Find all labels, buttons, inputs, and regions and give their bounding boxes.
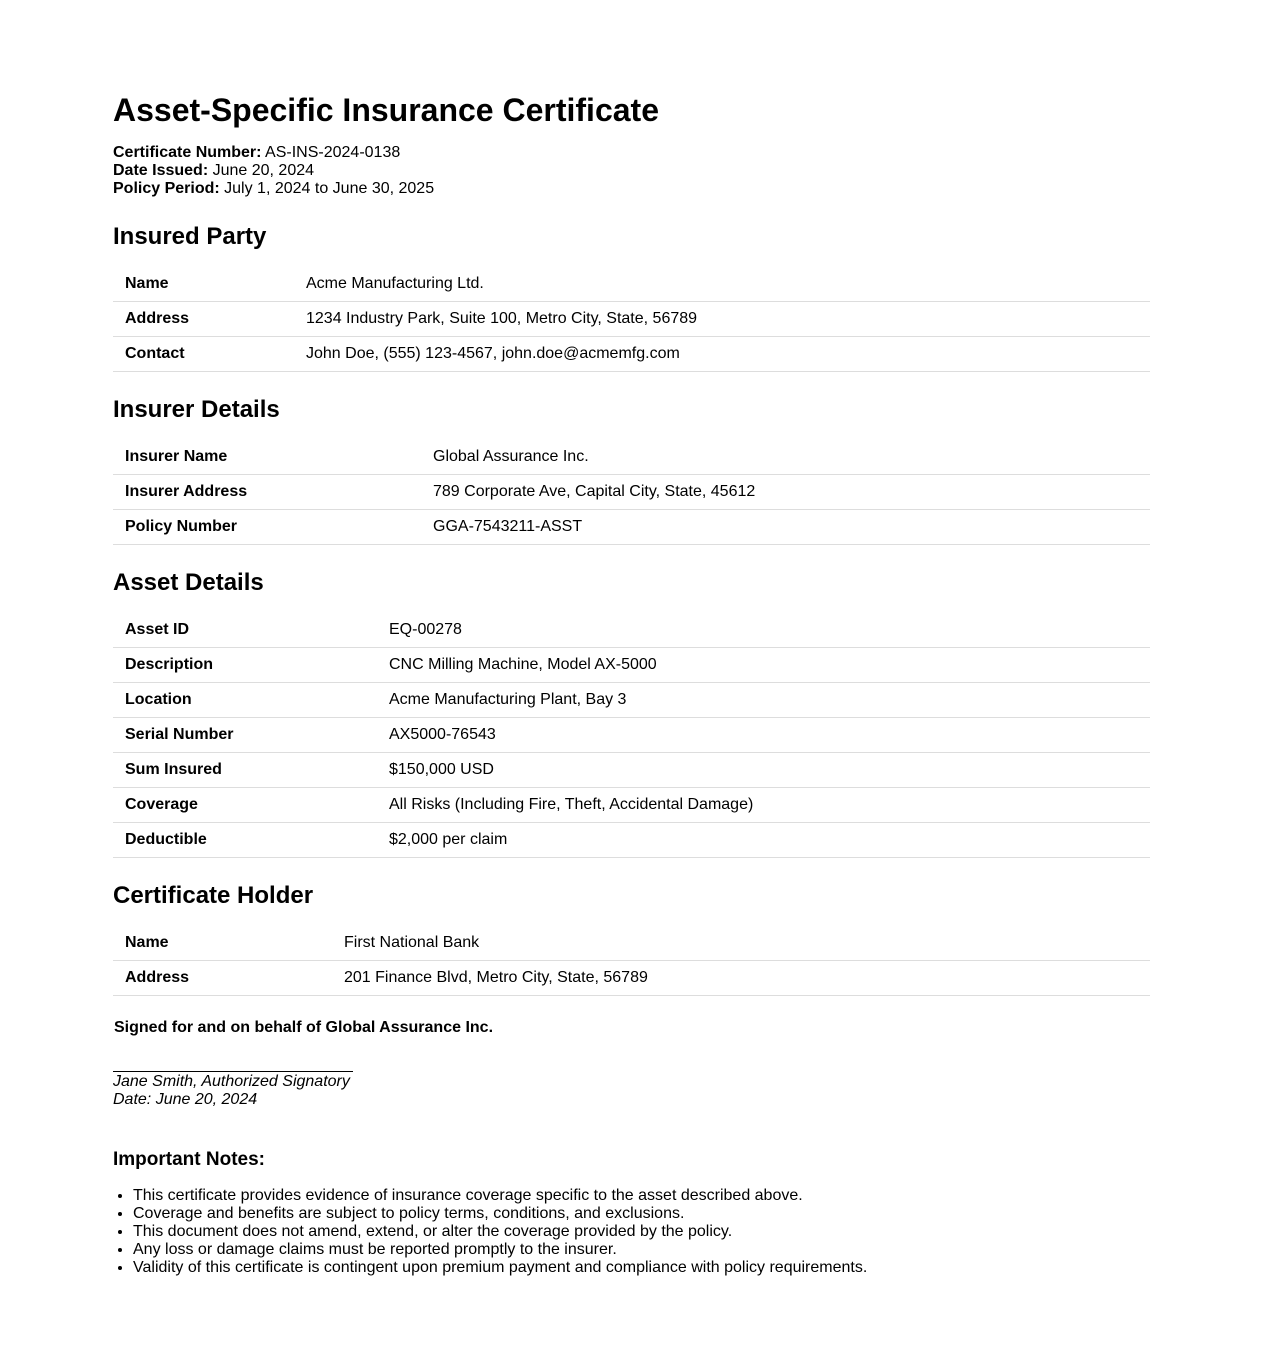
row-value: 789 Corporate Ave, Capital City, State, 45612 [421, 475, 1150, 510]
certificate-number-line [113, 144, 434, 162]
row-key: Asset ID [113, 613, 377, 648]
important-notes-list [113, 1187, 867, 1277]
row-key: Policy Number [113, 510, 421, 545]
list-item: • This certificate provides evidence of insurance coverage specific to the asset described above. [133, 1187, 867, 1205]
signed-on-behalf-text: Signed for and on behalf of Global Assurance Inc. [114, 1019, 494, 1036]
row-value: 201 Finance Blvd, Metro City, State, 56789 [332, 961, 1150, 996]
certificate-holder-heading: Certificate Holder [113, 882, 314, 909]
row-value: Acme Manufacturing Ltd. [294, 267, 1150, 302]
important-notes-heading: Important Notes: [113, 1149, 265, 1170]
insurer-details-table [113, 440, 1150, 545]
table-row [113, 753, 1150, 788]
row-value: Global Assurance Inc. [421, 440, 1150, 475]
row-key: Address [113, 961, 332, 996]
row-value: AX5000-76543 [377, 718, 1150, 753]
row-value: $2,000 per claim [377, 823, 1150, 858]
row-key: Insurer Name [113, 440, 421, 475]
certificate-number-value: AS-INS-2024-0138 [265, 144, 401, 161]
date-issued-value: June 20, 2024 [212, 162, 315, 179]
row-key: Deductible [113, 823, 377, 858]
row-key: Location [113, 683, 377, 718]
list-item: • Validity of this certificate is contingent upon premium payment and compliance with policy requirements. [133, 1259, 867, 1277]
table-row [113, 718, 1150, 753]
table-row [113, 267, 1150, 302]
certificate-holder-table [113, 926, 1150, 996]
insurer-details-heading: Insurer Details [113, 396, 280, 423]
table-row [113, 613, 1150, 648]
row-key: Address [113, 302, 294, 337]
row-value: First National Bank [332, 926, 1150, 961]
date-issued-label: Date Issued: [113, 162, 209, 179]
row-key: Coverage [113, 788, 377, 823]
row-value: All Risks (Including Fire, Theft, Accidental Damage) [377, 788, 1150, 823]
row-key: Sum Insured [113, 753, 377, 788]
row-key: Name [113, 267, 294, 302]
table-row [113, 302, 1150, 337]
row-value: CNC Milling Machine, Model AX-5000 [377, 648, 1150, 683]
date-issued-line [113, 162, 434, 180]
list-item: • Coverage and benefits are subject to policy terms, conditions, and exclusions. [133, 1205, 867, 1223]
table-row [113, 440, 1150, 475]
policy-period-line [113, 180, 434, 198]
row-value: EQ-00278 [377, 613, 1150, 648]
table-row [113, 823, 1150, 858]
row-key: Contact [113, 337, 294, 372]
certificate-number-label: Certificate Number: [113, 144, 262, 161]
table-row [113, 475, 1150, 510]
table-row [113, 337, 1150, 372]
policy-period-label: Policy Period: [113, 180, 220, 197]
table-row [113, 683, 1150, 718]
table-row [113, 510, 1150, 545]
table-row [113, 926, 1150, 961]
row-key: Name [113, 926, 332, 961]
table-row [113, 788, 1150, 823]
signatory-name: Jane Smith, Authorized Signatory [113, 1073, 350, 1090]
row-value: 1234 Industry Park, Suite 100, Metro City, State, 56789 [294, 302, 1150, 337]
row-key: Serial Number [113, 718, 377, 753]
row-value: $150,000 USD [377, 753, 1150, 788]
table-row [113, 961, 1150, 996]
row-value: John Doe, (555) 123-4567, john.doe@acmemfg.com [294, 337, 1150, 372]
row-key: Insurer Address [113, 475, 421, 510]
row-value: Acme Manufacturing Plant, Bay 3 [377, 683, 1150, 718]
table-row [113, 648, 1150, 683]
row-value: GGA-7543211-ASST [421, 510, 1150, 545]
list-item: • Any loss or damage claims must be reported promptly to the insurer. [133, 1241, 867, 1259]
asset-details-heading: Asset Details [113, 569, 264, 596]
signature-line [113, 1071, 353, 1072]
insured-party-heading: Insured Party [113, 223, 267, 250]
signature-block [113, 1073, 350, 1109]
row-key: Description [113, 648, 377, 683]
list-item: • This document does not amend, extend, or alter the coverage provided by the policy. [133, 1223, 867, 1241]
signature-date: Date: June 20, 2024 [113, 1091, 258, 1108]
insured-party-table [113, 267, 1150, 372]
asset-details-table [113, 613, 1150, 858]
certificate-meta [113, 144, 434, 198]
policy-period-value: July 1, 2024 to June 30, 2025 [224, 180, 435, 197]
page-title: Asset-Specific Insurance Certificate [113, 92, 659, 128]
